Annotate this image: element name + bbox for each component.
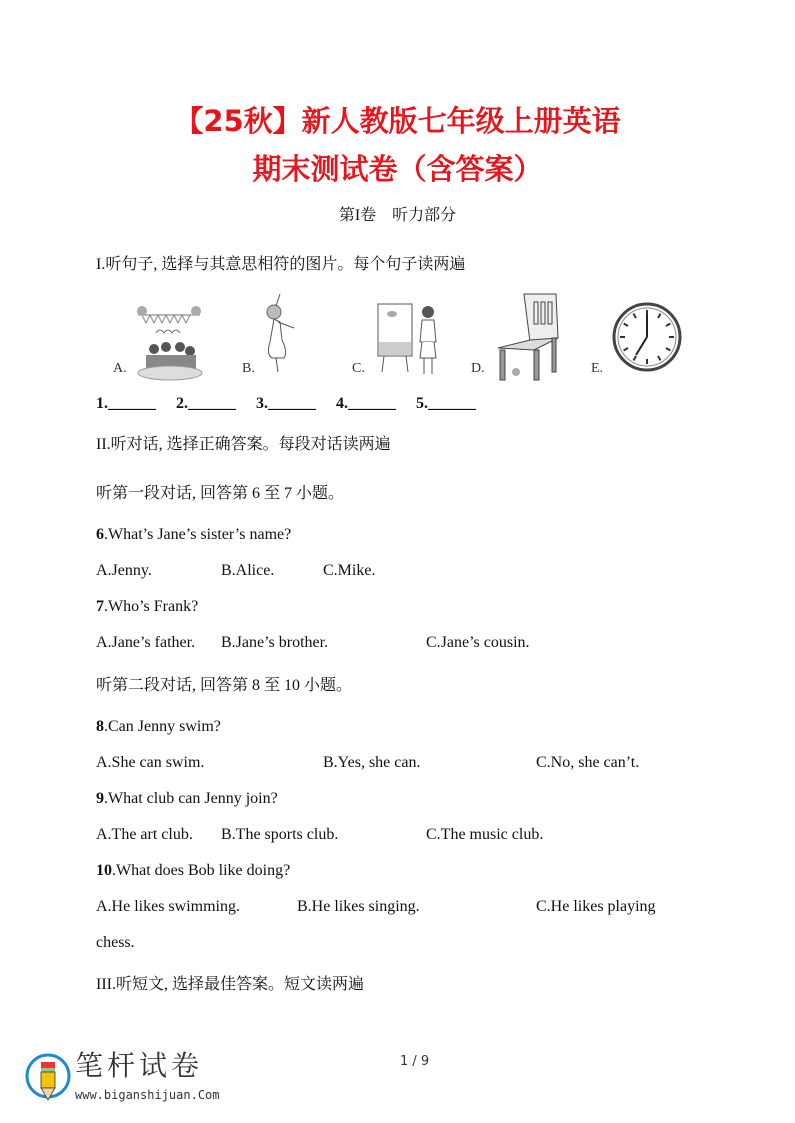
birthday-party-icon (134, 305, 204, 381)
question-number: 8 (96, 718, 104, 735)
question-text: .What’s Jane’s sister’s name? (104, 526, 292, 543)
question-6 (96, 525, 291, 545)
blank-1[interactable]: ______ (108, 395, 156, 412)
dancing-girl-icon (258, 292, 308, 376)
q9-option-c: C.The music club. (426, 826, 544, 843)
question-10 (96, 861, 290, 881)
answer-blanks (96, 394, 476, 414)
dialogue2-intro: 听第二段对话, 回答第 8 至 10 小题。 (96, 677, 353, 694)
q9-option-b: B.The sports club. (221, 826, 339, 843)
question-7 (96, 597, 198, 617)
question-number: 6 (96, 526, 104, 543)
blank-5[interactable]: ______ (428, 395, 476, 412)
title-line-1: 【25秋】新人教版七年级上册英语 (174, 104, 621, 138)
girl-painting-icon (372, 298, 442, 378)
question-text: .What does Bob like doing? (112, 862, 291, 879)
title-line-2: 期末测试卷（含答案） (252, 152, 543, 186)
site-logo (25, 1050, 265, 1106)
blank-4[interactable]: ______ (348, 395, 396, 412)
q6-option-c: C.Mike. (323, 562, 376, 579)
q7-option-b: B.Jane’s brother. (221, 634, 329, 651)
part2-heading: II.听对话, 选择正确答案。每段对话读两遍 (96, 436, 391, 453)
chair-icon (494, 290, 564, 384)
q10-option-c-continuation: chess. (96, 934, 135, 951)
question-number: 7 (96, 598, 104, 615)
picture-label-a: A. (113, 361, 127, 376)
q10-option-c: C.He likes playing (536, 898, 656, 915)
blank-4-label: 4. (336, 395, 348, 412)
q7-option-c: C.Jane’s cousin. (426, 634, 530, 651)
question-text: .What club can Jenny join? (104, 790, 278, 807)
picture-label-b: B. (242, 361, 255, 376)
logo-text: 笔杆试卷 (75, 1049, 204, 1082)
q7-option-a: A.Jane’s father. (96, 634, 196, 651)
blank-1-label: 1. (96, 395, 108, 412)
picture-label-e: E. (591, 361, 604, 376)
clock-icon (612, 302, 682, 372)
page-number: 1 / 9 (400, 1054, 430, 1069)
logo-url: www.biganshijuan.Com (75, 1088, 220, 1102)
picture-label-c: C. (352, 361, 365, 376)
pencil-logo-icon (25, 1052, 71, 1102)
dialogue1-intro: 听第一段对话, 回答第 6 至 7 小题。 (96, 485, 345, 502)
question-text: .Who’s Frank? (104, 598, 199, 615)
blank-3-label: 3. (256, 395, 268, 412)
q6-option-a: A.Jenny. (96, 562, 152, 579)
blank-5-label: 5. (416, 395, 428, 412)
question-number: 10 (96, 862, 112, 879)
part3-heading: III.听短文, 选择最佳答案。短文读两遍 (96, 976, 364, 993)
question-9 (96, 789, 278, 809)
q8-option-c: C.No, she can’t. (536, 754, 640, 771)
q10-option-a: A.He likes swimming. (96, 898, 240, 915)
section-title: 第I卷 听力部分 (338, 207, 457, 224)
q10-option-b: B.He likes singing. (297, 898, 420, 915)
q8-option-a: A.She can swim. (96, 754, 205, 771)
picture-label-d: D. (471, 361, 485, 376)
q8-option-b: B.Yes, she can. (323, 754, 421, 771)
q6-option-b: B.Alice. (221, 562, 275, 579)
part1-heading: I.听句子, 选择与其意思相符的图片。每个句子读两遍 (96, 256, 466, 273)
question-number: 9 (96, 790, 104, 807)
blank-3[interactable]: ______ (268, 395, 316, 412)
question-8 (96, 717, 221, 737)
blank-2[interactable]: ______ (188, 395, 236, 412)
question-text: .Can Jenny swim? (104, 718, 221, 735)
q9-option-a: A.The art club. (96, 826, 193, 843)
blank-2-label: 2. (176, 395, 188, 412)
